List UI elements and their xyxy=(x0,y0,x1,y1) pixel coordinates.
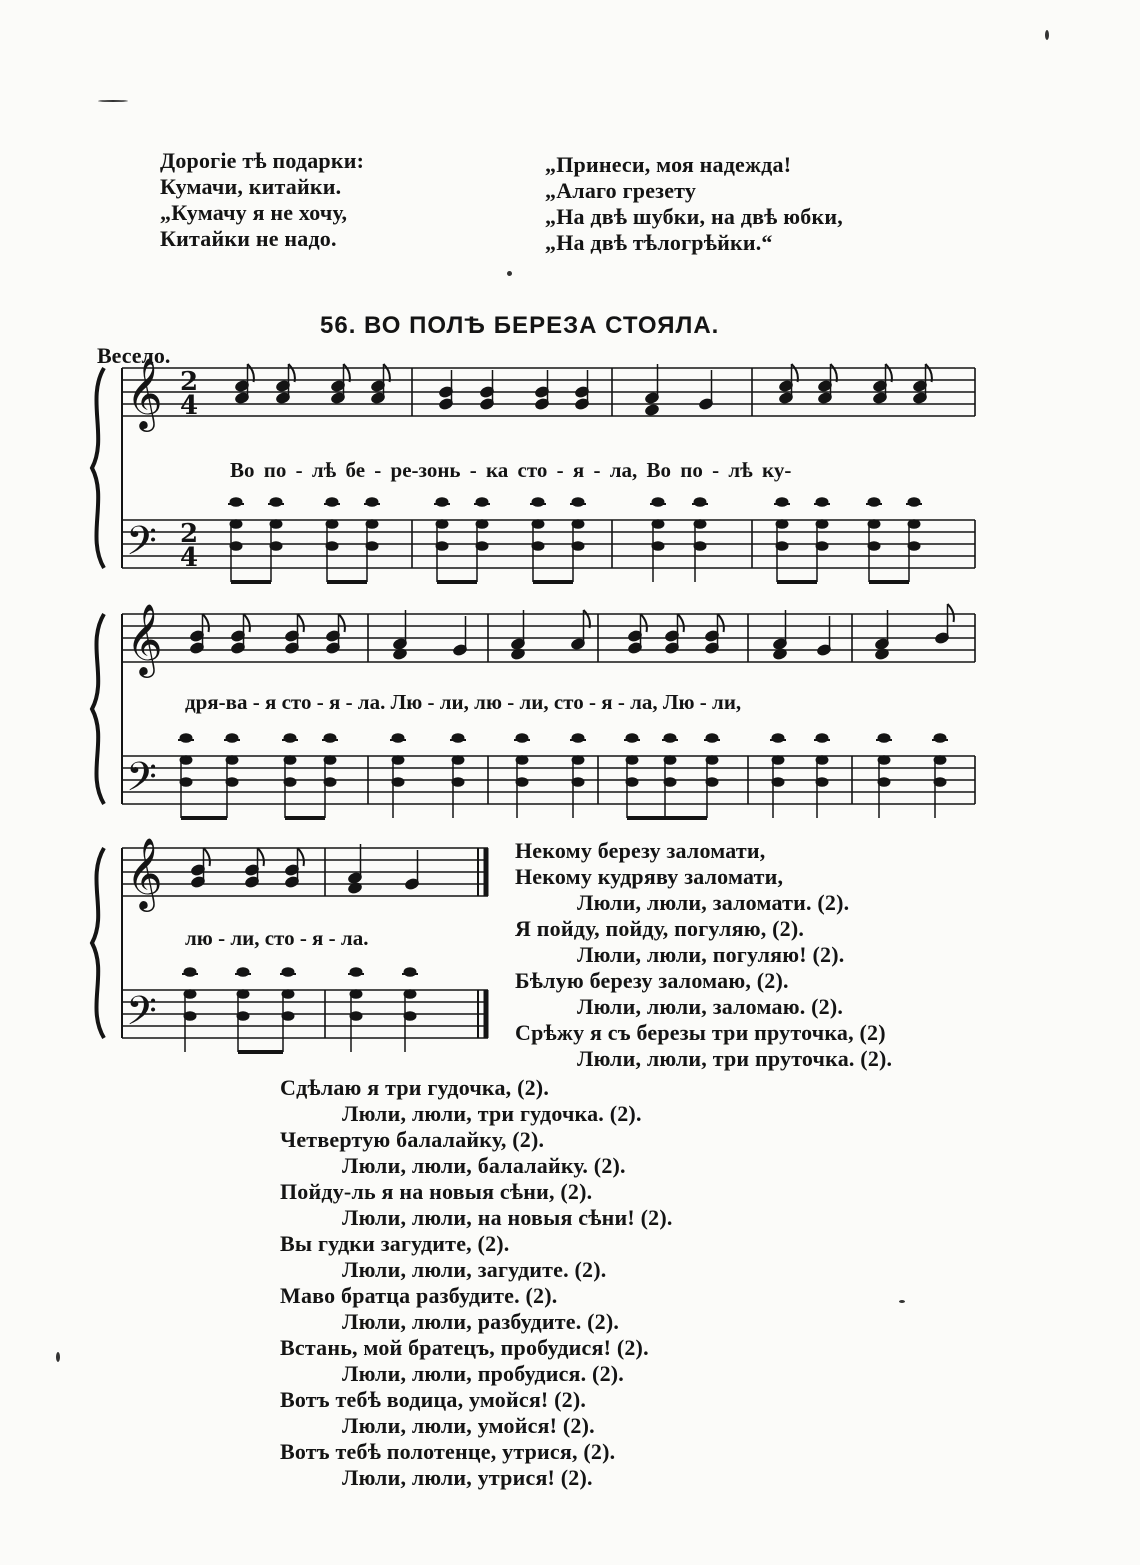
note-head xyxy=(237,990,249,999)
note-head xyxy=(324,756,336,765)
note-head xyxy=(572,542,584,551)
verse-line: Я пойду, пойду, погуляю, (2). xyxy=(515,916,805,941)
system-brace xyxy=(92,614,104,804)
verse-line: „Кумачу я не хочу, xyxy=(160,200,348,225)
note-beam xyxy=(181,816,227,820)
note-head xyxy=(226,778,238,787)
note-head xyxy=(284,756,296,765)
note-head xyxy=(270,542,282,551)
verse-line: Китайки не надо. xyxy=(160,226,337,251)
time-signature: 4 xyxy=(180,543,199,573)
note-head xyxy=(230,520,242,529)
note-head xyxy=(326,542,338,551)
note-head xyxy=(350,968,362,977)
side-verses xyxy=(515,838,892,1072)
verse-line: Кумачи, китайки. xyxy=(160,174,342,199)
verse-line: Люли, люли, разбудите. (2). xyxy=(342,1309,620,1334)
note-beam xyxy=(533,580,573,584)
note-head xyxy=(772,778,784,787)
note-head xyxy=(404,990,416,999)
verse-line: Люли, люли, три пруточка. (2). xyxy=(577,1046,893,1071)
note-head xyxy=(184,1012,196,1021)
note-head xyxy=(324,734,336,743)
verse-line: Люли, люли, балалайку. (2). xyxy=(342,1153,626,1178)
note-head xyxy=(180,734,192,743)
note-head xyxy=(572,756,584,765)
note-flag xyxy=(298,848,304,866)
verse-line: Вотъ тебѣ водица, умойся! (2). xyxy=(280,1387,587,1412)
scan-speck xyxy=(98,100,128,102)
time-signature: 2 xyxy=(180,519,199,549)
note-head xyxy=(180,778,192,787)
note-head xyxy=(476,498,488,507)
note-beam xyxy=(869,580,909,584)
note-head xyxy=(476,520,488,529)
note-head xyxy=(776,498,788,507)
verse-line: „Алаго грезету xyxy=(545,178,697,203)
note-head xyxy=(652,520,664,529)
note-head xyxy=(366,520,378,529)
note-head xyxy=(694,520,706,529)
note-head xyxy=(350,990,362,999)
note-beam xyxy=(327,580,367,584)
verse-line: Некому кудряву заломати, xyxy=(515,864,784,889)
note-head xyxy=(180,756,192,765)
note-head xyxy=(452,734,464,743)
note-flag xyxy=(298,614,304,632)
time-signature: 2 xyxy=(180,367,199,397)
note-head xyxy=(324,778,336,787)
time-signature: 4 xyxy=(180,391,199,421)
note-head xyxy=(532,520,544,529)
verse-line: Люли, люли, на новыя сѣни! (2). xyxy=(342,1205,673,1230)
verse-line: Маво братца разбудите. (2). xyxy=(280,1283,558,1308)
note-head xyxy=(626,778,638,787)
scan-speck xyxy=(507,271,512,276)
note-head xyxy=(436,498,448,507)
verse-line: Люли, люли, загудите. (2). xyxy=(342,1257,607,1282)
note-head xyxy=(908,498,920,507)
verse-line: Некому березу заломати, xyxy=(515,838,766,863)
note-head xyxy=(436,520,448,529)
note-beam xyxy=(238,1050,283,1054)
note-flag xyxy=(678,614,684,632)
note-head xyxy=(270,520,282,529)
note-head xyxy=(230,542,242,551)
note-head xyxy=(350,1012,362,1021)
note-head xyxy=(776,520,788,529)
note-head xyxy=(572,734,584,743)
note-beam xyxy=(285,816,325,820)
note-head xyxy=(706,756,718,765)
note-head xyxy=(706,778,718,787)
note-head xyxy=(868,498,880,507)
verse-line: Бѣлую березу заломаю, (2). xyxy=(515,968,789,993)
note-head xyxy=(366,498,378,507)
note-beam xyxy=(437,580,477,584)
verse-line: Люли, люли, пробудися. (2). xyxy=(342,1361,625,1386)
treble-clef: 𝄞 xyxy=(126,356,163,429)
note-head xyxy=(934,734,946,743)
note-head xyxy=(652,542,664,551)
note-flag xyxy=(203,614,209,632)
scan-speck xyxy=(899,1300,905,1303)
note-head xyxy=(816,778,828,787)
verse-line: Люли, люли, умойся! (2). xyxy=(342,1413,595,1438)
verse-line: Люли, люли, три гудочка. (2). xyxy=(342,1101,642,1126)
note-head xyxy=(694,542,706,551)
note-head xyxy=(626,756,638,765)
note-head xyxy=(436,542,448,551)
note-head xyxy=(878,778,890,787)
note-head xyxy=(237,1012,249,1021)
verse-line: Сдѣлаю я три гудочка, (2). xyxy=(280,1075,550,1100)
note-head xyxy=(664,778,676,787)
lyrics-line-1: Во по - лѣ бе - ре-зонь - ка сто - я - ла, Во по - лѣ ку- xyxy=(230,458,792,482)
tempo-marking: Весело. xyxy=(97,343,171,368)
note-head xyxy=(532,498,544,507)
note-head xyxy=(878,756,890,765)
note-head xyxy=(404,968,416,977)
lyrics-line-2: дря-ва - я сто - я - ла. Лю - ли, лю - ли, сто - я - ла, Лю - ли, xyxy=(185,690,742,714)
note-flag xyxy=(718,614,724,632)
verse-line: „Принеси, моя надежда! xyxy=(545,152,792,177)
verse-line: Четвертую балалайку, (2). xyxy=(280,1127,545,1152)
note-head xyxy=(816,542,828,551)
treble-clef: 𝄞 xyxy=(126,602,163,675)
note-head xyxy=(392,756,404,765)
note-head xyxy=(934,778,946,787)
bass-clef: 𝄢 xyxy=(126,988,157,1044)
verse-line: Люли, люли, утрися! (2). xyxy=(342,1465,593,1490)
note-head xyxy=(516,756,528,765)
note-head xyxy=(908,520,920,529)
note-head xyxy=(282,968,294,977)
song-number: 56. xyxy=(320,312,357,339)
note-head xyxy=(772,756,784,765)
note-head xyxy=(626,734,638,743)
note-head xyxy=(868,542,880,551)
note-head xyxy=(184,990,196,999)
note-flag xyxy=(641,614,647,632)
treble-clef: 𝄞 xyxy=(126,836,163,909)
verse-line: Пойду-ль я на новыя сѣни, (2). xyxy=(280,1179,593,1204)
note-head xyxy=(816,520,828,529)
note-head xyxy=(908,542,920,551)
note-head xyxy=(452,778,464,787)
note-head xyxy=(772,734,784,743)
note-head xyxy=(878,734,890,743)
note-head xyxy=(816,498,828,507)
note-head xyxy=(816,756,828,765)
scan-speck xyxy=(56,1352,60,1362)
note-head xyxy=(664,734,676,743)
scan-speck xyxy=(1045,30,1049,40)
note-flag xyxy=(948,604,954,622)
note-head xyxy=(532,542,544,551)
note-head xyxy=(664,756,676,765)
note-head xyxy=(476,542,488,551)
note-head xyxy=(282,990,294,999)
note-flag xyxy=(258,848,264,866)
note-head xyxy=(282,1012,294,1021)
note-head xyxy=(284,778,296,787)
note-head xyxy=(184,968,196,977)
note-head xyxy=(392,778,404,787)
note-head xyxy=(694,498,706,507)
note-head xyxy=(284,734,296,743)
verse-line: Люли, люли, заломаю. (2). xyxy=(577,994,844,1019)
note-head xyxy=(237,968,249,977)
note-head xyxy=(404,1012,416,1021)
note-head xyxy=(230,498,242,507)
song-title-text: ВО ПОЛѢ БЕРЕЗА СТОЯЛА. xyxy=(364,312,720,339)
note-head xyxy=(816,734,828,743)
system-brace xyxy=(92,368,104,568)
note-head xyxy=(776,542,788,551)
note-head xyxy=(452,756,464,765)
verse-line: „На двѣ тѣлогрѣйки.“ xyxy=(545,230,773,255)
note-head xyxy=(868,520,880,529)
bottom-verses xyxy=(280,1075,673,1491)
verse-line: Дорогіе тѣ подарки: xyxy=(160,148,365,173)
note-beam xyxy=(627,816,707,820)
note-beam xyxy=(777,580,817,584)
note-flag xyxy=(204,848,210,866)
verse-line: Вы гудки загудите, (2). xyxy=(280,1231,510,1256)
verse-line: Люли, люли, заломати. (2). xyxy=(577,890,850,915)
note-head xyxy=(326,498,338,507)
note-head xyxy=(366,542,378,551)
note-head xyxy=(516,734,528,743)
note-head xyxy=(652,498,664,507)
verse-line: Вотъ тебѣ полотенце, утрися, (2). xyxy=(280,1439,616,1464)
verse-line: Люли, люли, погуляю! (2). xyxy=(577,942,845,967)
note-head xyxy=(226,734,238,743)
note-head xyxy=(392,734,404,743)
note-head xyxy=(644,403,659,416)
note-head xyxy=(572,778,584,787)
system-brace xyxy=(92,848,104,1038)
note-head xyxy=(572,520,584,529)
note-head xyxy=(326,520,338,529)
bass-clef: 𝄢 xyxy=(126,754,157,810)
note-head xyxy=(516,778,528,787)
note-flag xyxy=(244,614,250,632)
lyrics-line-3: лю - ли, сто - я - ла. xyxy=(185,926,369,950)
note-head xyxy=(934,756,946,765)
note-beam xyxy=(231,580,271,584)
note-flag xyxy=(339,614,345,632)
verse-line: Встань, мой братецъ, пробудися! (2). xyxy=(280,1335,649,1360)
note-head xyxy=(270,498,282,507)
bass-clef: 𝄢 xyxy=(126,518,157,574)
note-head xyxy=(226,756,238,765)
note-head xyxy=(572,498,584,507)
verse-line: Срѣжу я съ березы три пруточка, (2) xyxy=(515,1020,886,1045)
note-head xyxy=(706,734,718,743)
verse-line: „На двѣ шубки, на двѣ юбки, xyxy=(545,204,843,229)
